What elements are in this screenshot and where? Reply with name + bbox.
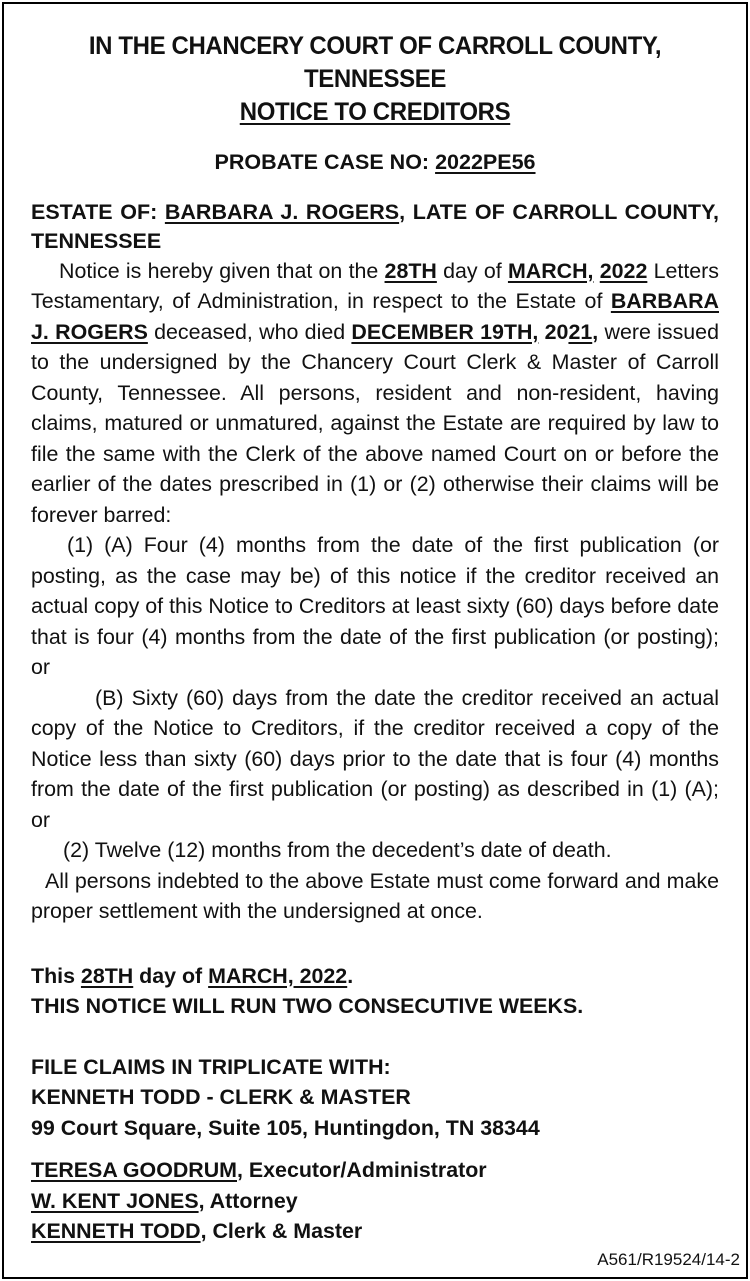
signatory <box>31 1216 719 1247</box>
clause-2: (2) Twelve (12) months from the decedent’s date of death. <box>63 838 612 862</box>
ad-reference: A561/R19524/14-2 <box>597 1250 740 1269</box>
estate-heading <box>31 198 719 256</box>
letters-day: 28TH <box>384 258 437 283</box>
dated-month-year: MARCH, 2022 <box>208 963 348 988</box>
estate-name: BARBARA J. ROGERS <box>164 199 400 224</box>
signatory-role: , Executor/Administrator <box>237 1158 487 1182</box>
notice-paragraph <box>31 256 719 531</box>
signatory-name: KENNETH TODD <box>31 1219 201 1243</box>
clerk-line: KENNETH TODD - CLERK & MASTER <box>31 1085 411 1109</box>
letters-year: 2022 <box>599 258 648 283</box>
text: Letters Testamentary, of Administration, in respect to the Estate of <box>31 258 719 313</box>
case-label: PROBATE CASE NO: <box>214 150 436 174</box>
text: This <box>31 963 81 988</box>
death-year-start: 20 <box>544 319 569 344</box>
letters-month: MARCH, <box>507 258 594 283</box>
comma: , <box>592 319 599 344</box>
signatory <box>31 1186 719 1217</box>
text: deceased, who died <box>147 319 352 344</box>
clause-1b: (B) Sixty (60) days from the date the creditor received an actual copy of the Notice to Creditors, if the creditor received a copy of the Notice less than sixty (60) days prior to the date that is four (4) months from the date of the first publication (or posting) as described in (1) (A); or <box>31 685 719 832</box>
dated-line <box>31 961 719 992</box>
death-date: DECEMBER 19TH, <box>351 319 539 344</box>
estate-prefix: ESTATE OF: <box>31 199 165 224</box>
text: . <box>347 963 354 988</box>
text: were issued to the undersigned by the Chancery Court Clerk & Master of Carroll County, Tennessee. All persons, resident and non-resident, having claims, matured or unmatured, against the Estate are required by law to file the same with the Clerk of the above named Court on or before the earlier of the dates prescribed in (1) or (2) otherwise their claims will be forever barred: <box>31 319 719 527</box>
dated-day: 28TH <box>80 963 134 988</box>
signatory <box>31 1155 719 1186</box>
file-claims-heading: FILE CLAIMS IN TRIPLICATE WITH: <box>31 1054 391 1079</box>
decedent-name: BARBARA J. ROGERS <box>31 289 719 344</box>
death-year-end: 21 <box>568 319 593 344</box>
case-number-line <box>31 147 719 178</box>
signatory-role: , Clerk & Master <box>200 1219 363 1243</box>
estate-suffix: , LATE OF CARROLL COUNTY, TENNESSEE <box>31 199 719 253</box>
notice-title-text: NOTICE TO CREDITORS <box>239 98 511 126</box>
text: day of <box>436 258 508 283</box>
text: day of <box>133 963 209 988</box>
clause-1a: (1) (A) Four (4) months from the date of the first publication (or posting, as the case may be) of this notice if the creditor received an actual copy of this Notice to Creditors at least sixty (60) days before date that is four (4) months from the date of the first publication (or posting); or <box>31 533 719 679</box>
signatory-name: W. KENT JONES <box>31 1188 199 1213</box>
run-notice: THIS NOTICE WILL RUN TWO CONSECUTIVE WEEKS. <box>31 994 584 1018</box>
notice-title <box>45 96 705 129</box>
settlement-paragraph: All persons indebted to the above Estate must come forward and make proper settlement with the undersigned at once. <box>31 868 719 923</box>
text: Notice is hereby given that on the <box>59 258 385 283</box>
legal-notice <box>31 30 719 1247</box>
signatory-role: , Attorney <box>198 1188 298 1213</box>
signatory-name: TERESA GOODRUM <box>31 1158 237 1182</box>
court-heading: IN THE CHANCERY COURT OF CARROLL COUNTY, TENNESSEE <box>88 32 662 93</box>
case-number: 2022PE56 <box>435 150 536 174</box>
clerk-address: 99 Court Square, Suite 105, Huntingdon, TN 38344 <box>31 1115 540 1140</box>
